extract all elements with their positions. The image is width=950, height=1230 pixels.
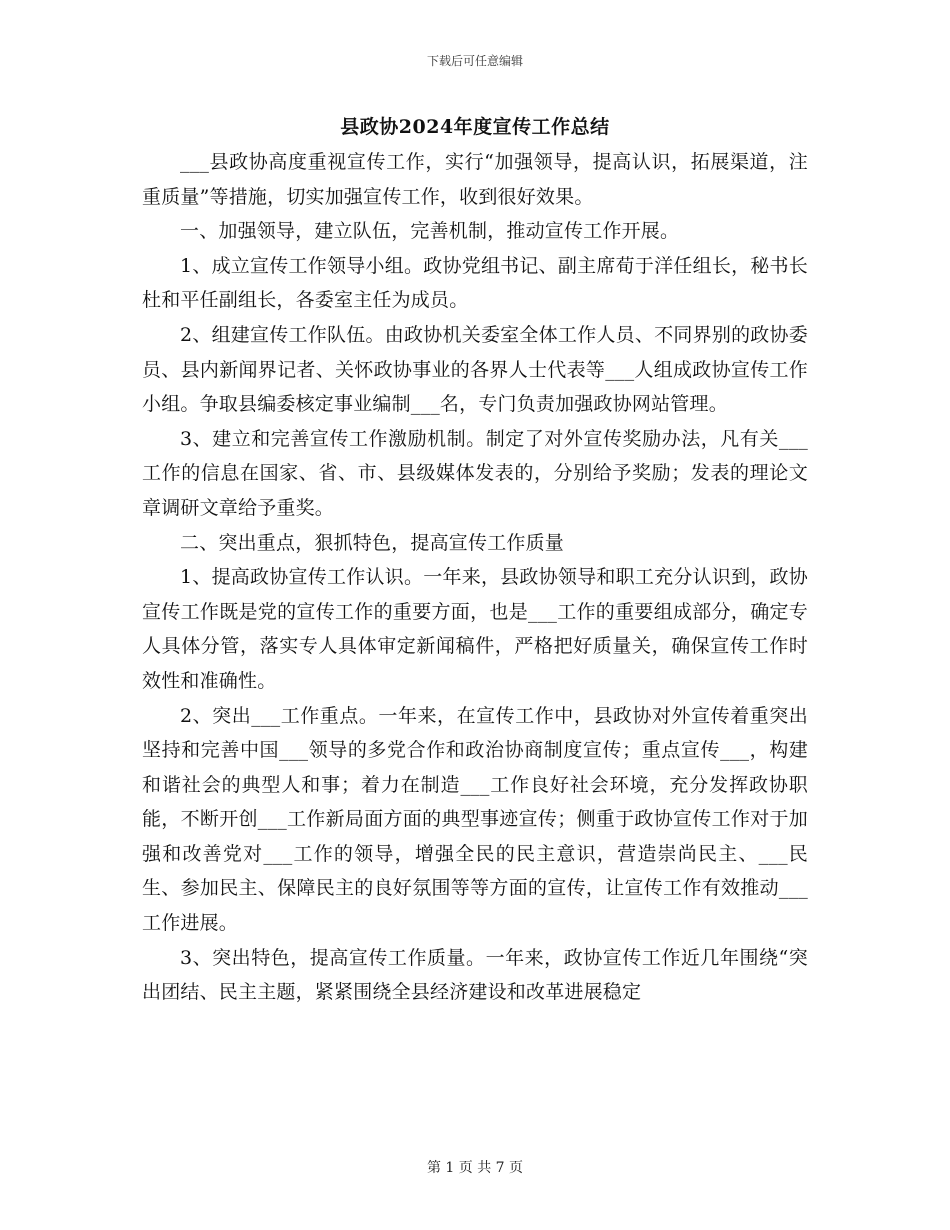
page-number: 第 1 页 共 7 页	[426, 1160, 524, 1176]
paragraph-1-1: 1、成立宣传工作领导小组。政协党组书记、副主席荀于洋任组长，秘书长杜和平任副组长，各委室主任为成员。	[142, 254, 808, 312]
document-body	[142, 145, 808, 1010]
section-heading-2: 二、突出重点，狠抓特色，提高宣传工作质量	[180, 531, 565, 554]
paragraph-1-3: 3、建立和完善宣传工作激励机制。制定了对外宣传奖励办法，凡有关___工作的信息在国家、省、市、县级媒体发表的，分别给予奖励；发表的理论文章调研文章给予重奖。	[142, 427, 808, 519]
document-title: 县政协2024年度宣传工作总结	[340, 116, 610, 138]
paragraph-2-2: 2、突出___工作重点。一年来，在宣传工作中，县政协对外宣传着重突出坚持和完善中国___领导的多党合作和政治协商制度宣传；重点宣传___，构建和谐社会的典型人和事；着力在制造___工作良好社会环境，充分发挥政协职能，不断开创___工作新局面方面的典型事迹宣传；侧重于政协宣传工作对于加强和改善党对___工作的领导，增强全民的民主意识，营造崇尚民主、___民生、参加民主、保障民主的良好氛围等等方面的宣传，让宣传工作有效推动___工作进展。	[142, 704, 808, 935]
paragraph-2-3: 3、突出特色，提高宣传工作质量。一年来，政协宣传工作近几年围绕“突出团结、民主主题，紧紧围绕全县经济建设和改革进展稳定	[142, 946, 808, 1004]
paragraph-1-2: 2、组建宣传工作队伍。由政协机关委室全体工作人员、不同界别的政协委员、县内新闻界记者、关怀政协事业的各界人士代表等___人组成政协宣传工作小组。争取县编委核定事业编制___名，专门负责加强政协网站管理。	[142, 323, 808, 416]
paragraph-intro: ___县政协高度重视宣传工作，实行“加强领导，提高认识，拓展渠道，注重质量”等措施，切实加强宣传工作，收到很好效果。	[142, 151, 808, 208]
section-heading-1: 一、加强领导，建立队伍，完善机制，推动宣传工作开展。	[180, 220, 680, 243]
paragraph-2-1: 1、提高政协宣传工作认识。一年来，县政协领导和职工充分认识到，政协宣传工作既是党的宣传工作的重要方面，也是___工作的重要组成部分，确定专人具体分管，落实专人具体审定新闻稿件，严格把好质量关，确保宣传工作时效性和准确性。	[142, 566, 808, 692]
page-header-note: 下载后可任意编辑	[426, 54, 523, 68]
